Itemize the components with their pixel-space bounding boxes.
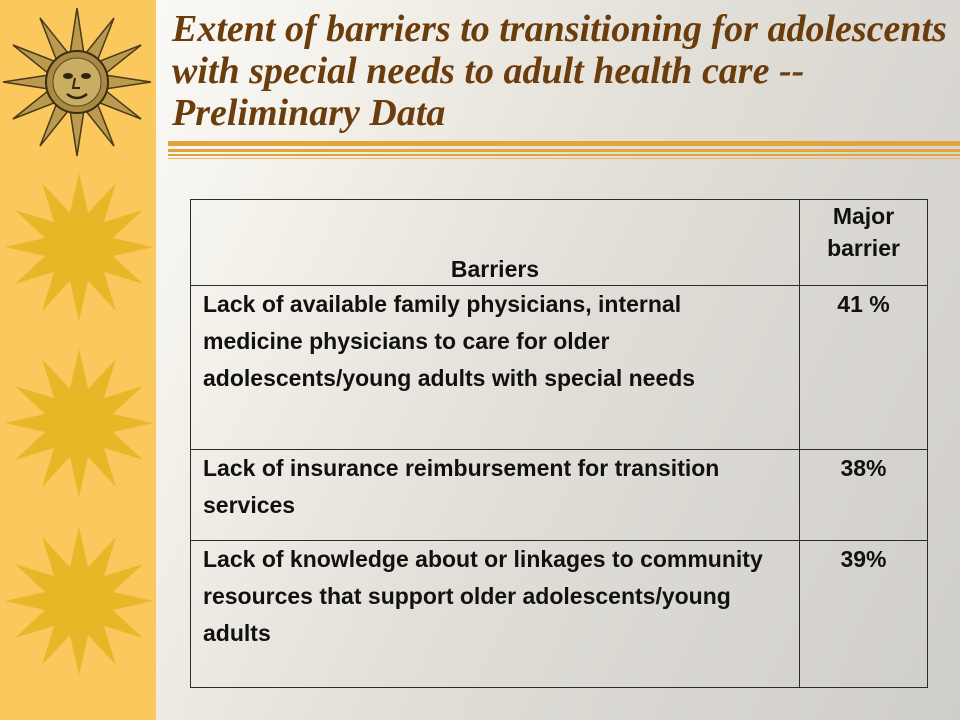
title-underline bbox=[168, 158, 960, 159]
table-header-row bbox=[191, 200, 928, 286]
table-row bbox=[191, 450, 928, 541]
major-barrier-value: 38% bbox=[800, 450, 928, 541]
column-header-major-barrier: Major barrier bbox=[800, 200, 928, 286]
title-underline bbox=[168, 154, 960, 156]
major-barrier-value: 41 % bbox=[800, 286, 928, 450]
barrier-cell: Lack of insurance reimbursement for transition services bbox=[191, 450, 800, 541]
barrier-cell: Lack of available family physicians, internal medicine physicians to care for older adolescents/young adults with special needs bbox=[191, 286, 800, 450]
barrier-cell: Lack of knowledge about or linkages to community resources that support older adolescents/young adults bbox=[191, 541, 800, 688]
sun-icon bbox=[4, 526, 154, 676]
sun-icon bbox=[4, 348, 154, 498]
major-barrier-value: 39% bbox=[800, 541, 928, 688]
column-header-barriers: Barriers bbox=[191, 200, 800, 286]
sun-face-icon bbox=[2, 4, 152, 160]
table-row bbox=[191, 286, 928, 450]
title-underline bbox=[168, 141, 960, 146]
barriers-table bbox=[190, 199, 928, 688]
sun-icon bbox=[4, 172, 154, 322]
sidebar-band bbox=[0, 0, 156, 720]
slide-title: Extent of barriers to transitioning for adolescents with special needs to adult health care -- Preliminary Data bbox=[172, 8, 947, 134]
title-underline bbox=[168, 149, 960, 152]
table-row bbox=[191, 541, 928, 688]
